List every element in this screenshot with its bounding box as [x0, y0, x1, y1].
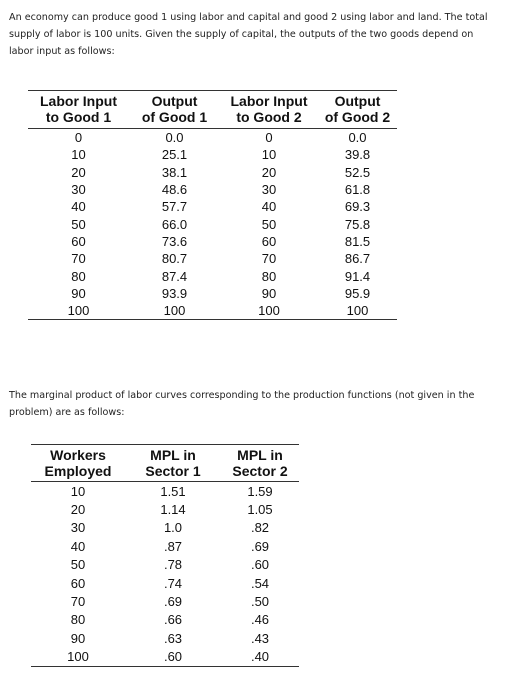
table-row — [31, 629, 299, 647]
table-cell: .69 — [250, 538, 270, 554]
table-cell: .60 — [125, 648, 221, 667]
table-row — [31, 519, 299, 537]
table-cell: 93.9 — [161, 285, 188, 301]
header-labor-input-good-2: Labor Input to Good 2 — [230, 93, 308, 125]
table-cell: 90 — [71, 285, 86, 301]
table-cell: 0.0 — [348, 130, 367, 146]
table-cell: 80 — [71, 268, 86, 284]
header-labor-input-good-1: Labor Input to Good 1 — [40, 93, 117, 125]
table-cell: 80.7 — [161, 251, 188, 267]
table-cell: 52.5 — [344, 164, 371, 180]
table-cell: 1.0 — [163, 520, 183, 536]
table-cell: 90 — [70, 630, 86, 646]
table-cell: .54 — [250, 575, 270, 591]
table-cell: 100 — [129, 302, 220, 320]
production-table — [28, 90, 397, 320]
table-cell: 30 — [70, 520, 86, 536]
mpl-table — [31, 444, 299, 667]
table-cell: 20 — [70, 502, 86, 518]
table-cell: .66 — [163, 612, 183, 628]
table-row — [28, 302, 397, 320]
table-cell: 10 — [261, 147, 277, 163]
table-row — [31, 611, 299, 629]
table-cell: 100 — [28, 302, 129, 320]
table-cell: 91.4 — [344, 268, 371, 284]
header-workers-employed: Workers Employed — [44, 447, 112, 479]
table-cell: .63 — [163, 630, 183, 646]
table-cell: 25.1 — [161, 147, 188, 163]
table-row — [28, 250, 397, 267]
table-row — [31, 500, 299, 518]
table-cell: 50 — [70, 557, 86, 573]
table-cell: 48.6 — [161, 182, 188, 198]
table-row — [28, 215, 397, 232]
production-table-header-row — [28, 91, 397, 129]
table-row — [31, 592, 299, 610]
table-row — [31, 556, 299, 574]
table-cell: .82 — [250, 520, 270, 536]
table-cell: 0 — [74, 130, 83, 146]
table-cell: 86.7 — [344, 251, 371, 267]
table-cell: 40 — [70, 538, 86, 554]
table-row — [28, 198, 397, 215]
table-cell: 50 — [261, 216, 277, 232]
header-output-good-1: Output of Good 1 — [141, 93, 208, 125]
mpl-table-header-row — [31, 445, 299, 482]
table-cell: 70 — [261, 251, 277, 267]
table-cell: 70 — [71, 251, 86, 267]
table-row — [31, 482, 299, 501]
header-mpl-sector-2: MPL in Sector 2 — [232, 447, 288, 479]
table-cell: 87.4 — [161, 268, 188, 284]
table-cell: 30 — [71, 182, 86, 198]
table-cell: 1.51 — [160, 483, 186, 499]
table-cell: 40 — [261, 199, 277, 215]
table-cell: .43 — [250, 630, 270, 646]
table-cell: 95.9 — [344, 285, 371, 301]
table-cell: 75.8 — [344, 216, 371, 232]
table-cell: 10 — [70, 483, 86, 499]
table-cell: 38.1 — [161, 164, 188, 180]
header-mpl-sector-1: MPL in Sector 1 — [145, 447, 201, 479]
table-row — [28, 129, 397, 147]
table-cell: 1.14 — [160, 502, 186, 518]
table-cell: .46 — [250, 612, 270, 628]
header-output-good-2: Output of Good 2 — [324, 93, 391, 125]
intro-paragraph: An economy can produce good 1 using labor and capital and good 2 using labor and land. The total supply of labor is 100 units. Given the supply of capital, the outputs of the two goods depend on labor input as follows: — [9, 12, 488, 57]
table-cell: .74 — [163, 575, 183, 591]
table-cell: 39.8 — [344, 147, 371, 163]
table-cell: 0 — [265, 130, 273, 146]
table-cell: 70 — [70, 594, 86, 610]
table-row — [28, 267, 397, 284]
table-cell: 80 — [70, 612, 86, 628]
table-cell: 1.59 — [247, 483, 273, 499]
table-cell: 50 — [71, 216, 86, 232]
table-cell: .69 — [163, 594, 183, 610]
table-cell: 100 — [220, 302, 318, 320]
table-row — [31, 537, 299, 555]
table-cell: .60 — [250, 557, 270, 573]
table-row — [31, 648, 299, 667]
table-row — [28, 233, 397, 250]
table-cell: .87 — [163, 538, 183, 554]
table-cell: 61.8 — [344, 182, 371, 198]
table-row — [28, 285, 397, 302]
table-cell: 40 — [71, 199, 86, 215]
table-cell: .50 — [250, 594, 270, 610]
table-cell: 60 — [70, 575, 86, 591]
table-cell: 20 — [71, 164, 86, 180]
table-cell: 100 — [31, 648, 125, 667]
mpl-intro-paragraph: The marginal product of labor curves corresponding to the production functions (not given in the problem) are as follows: — [9, 390, 475, 418]
table-cell: 80 — [261, 268, 277, 284]
table-cell: 60 — [261, 233, 277, 249]
table-row — [31, 574, 299, 592]
table-row — [28, 181, 397, 198]
table-cell: 66.0 — [161, 216, 188, 232]
table-cell: 10 — [71, 147, 86, 163]
table-cell: 73.6 — [161, 233, 188, 249]
table-cell: 30 — [261, 182, 277, 198]
table-cell: 81.5 — [344, 233, 371, 249]
table-cell: 20 — [261, 164, 277, 180]
table-row — [28, 146, 397, 163]
table-cell: 100 — [318, 302, 397, 320]
table-cell: 0.0 — [165, 130, 184, 146]
table-cell: 60 — [71, 233, 86, 249]
table-cell: .40 — [221, 648, 299, 667]
table-cell: 69.3 — [344, 199, 371, 215]
table-cell: .78 — [163, 557, 183, 573]
table-cell: 1.05 — [247, 502, 273, 518]
table-cell: 90 — [261, 285, 277, 301]
table-cell: 57.7 — [161, 199, 188, 215]
table-row — [28, 164, 397, 181]
